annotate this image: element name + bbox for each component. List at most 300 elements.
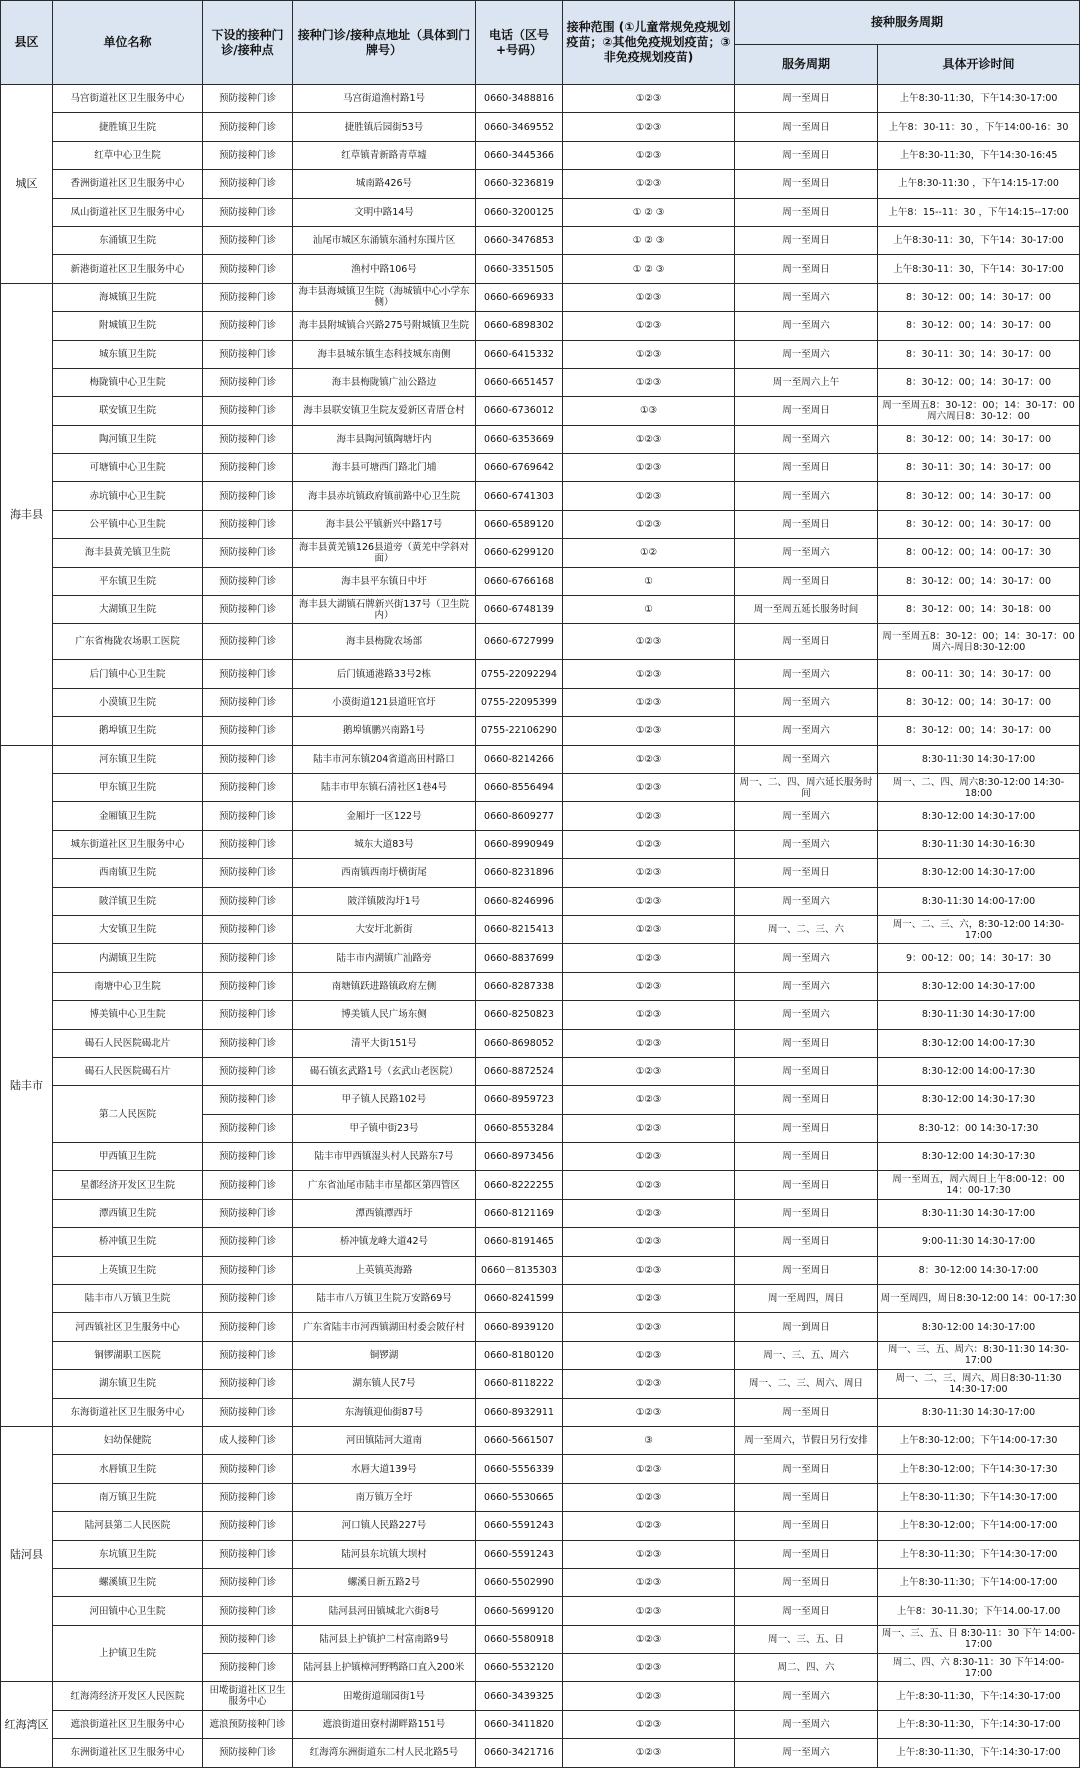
unit-name-cell: 上英镇卫生院	[53, 1256, 203, 1284]
table-row	[1, 539, 1080, 567]
address-cell: 陆丰市甲西镇湿头村人民路东7号	[293, 1143, 476, 1171]
unit-name-cell: 遮浪街道社区卫生服务中心	[53, 1710, 203, 1738]
table-row	[1, 972, 1080, 1000]
unit-name-cell: 海城镇卫生院	[53, 283, 203, 311]
clinic-cell: 预防接种门诊	[203, 510, 293, 538]
clinic-cell: 预防接种门诊	[203, 340, 293, 368]
phone-cell: 0660-8241599	[476, 1285, 563, 1313]
unit-name-cell: 红海湾经济开发区人民医院	[53, 1682, 203, 1710]
clinic-cell: 预防接种门诊	[203, 745, 293, 773]
hours-cell: 上午:8:30-11:30，下午:14:30-17:00	[878, 1710, 1080, 1738]
hours-cell: 8:30-12:00 14:30-17:00	[878, 972, 1080, 1000]
hours-cell: 上午8:30-12:00；下午14:00-17:00	[878, 1512, 1080, 1540]
scope-cell: ①②③	[563, 1114, 735, 1142]
phone-cell: 0755-22106290	[476, 717, 563, 745]
unit-name-cell: 螺溪镇卫生院	[53, 1568, 203, 1596]
unit-name-cell: 第二人民医院	[53, 1086, 203, 1143]
scope-cell: ①②③	[563, 1512, 735, 1540]
clinic-cell: 预防接种门诊	[203, 859, 293, 887]
phone-cell: 0660－8135303	[476, 1256, 563, 1284]
table-row	[1, 1370, 1080, 1398]
period-cell: 周一至周日	[735, 113, 878, 141]
phone-cell: 0660-8222255	[476, 1171, 563, 1199]
clinic-cell: 预防接种门诊	[203, 1029, 293, 1057]
scope-cell: ①②③	[563, 312, 735, 340]
address-cell: 广东省汕尾市陆丰市星都区第四管区	[293, 1171, 476, 1199]
phone-cell: 0660-3445366	[476, 141, 563, 169]
unit-name-cell: 平东镇卫生院	[53, 567, 203, 595]
clinic-cell: 预防接种门诊	[203, 255, 293, 283]
scope-cell: ①②	[563, 539, 735, 567]
period-cell: 周一至周六	[735, 745, 878, 773]
header-phone: 电话（区号+号码）	[476, 1, 563, 85]
phone-cell: 0660-5580918	[476, 1625, 563, 1653]
hours-cell: 周一、二、四、周六8:30-12:00 14:30-18:00	[878, 773, 1080, 801]
period-cell: 周一至周日	[735, 1086, 878, 1114]
period-cell: 周一至周日	[735, 1228, 878, 1256]
table-row	[1, 1256, 1080, 1284]
period-cell: 周一至周日	[735, 454, 878, 482]
clinic-cell: 预防接种门诊	[203, 425, 293, 453]
period-cell: 周一至周六	[735, 830, 878, 858]
scope-cell: ①②③	[563, 1199, 735, 1227]
table-row	[1, 567, 1080, 595]
table-header	[1, 1, 1080, 85]
hours-cell: 8：30-12：00；14：30-17：00	[878, 688, 1080, 716]
table-row	[1, 1682, 1080, 1710]
unit-name-cell: 金厢镇卫生院	[53, 802, 203, 830]
period-cell: 周一至周日	[735, 1398, 878, 1426]
period-cell: 周一至周日	[735, 859, 878, 887]
phone-cell: 0660-6651457	[476, 368, 563, 396]
unit-name-cell: 东坑镇卫生院	[53, 1540, 203, 1568]
phone-cell: 0660-6748139	[476, 596, 563, 624]
phone-cell: 0660-8837699	[476, 944, 563, 972]
hours-cell: 上午8：15--11：30 ，下午14:15--17:00	[878, 198, 1080, 226]
table-row	[1, 397, 1080, 425]
clinic-cell: 预防接种门诊	[203, 972, 293, 1000]
table-row	[1, 624, 1080, 660]
period-cell: 周一至周日	[735, 85, 878, 113]
address-cell: 鹅埠镇鹏兴南路1号	[293, 717, 476, 745]
address-cell: 甲子镇中街23号	[293, 1114, 476, 1142]
table-row	[1, 454, 1080, 482]
phone-cell: 0660-5591243	[476, 1512, 563, 1540]
table-row	[1, 1483, 1080, 1511]
period-cell: 周一至周日	[735, 1029, 878, 1057]
county-cell: 陆河县	[1, 1426, 53, 1682]
table-row	[1, 255, 1080, 283]
clinic-cell: 预防接种门诊	[203, 1228, 293, 1256]
unit-name-cell: 陆丰市八万镇卫生院	[53, 1285, 203, 1313]
period-cell: 周一、二、四、周六延长服务时间	[735, 773, 878, 801]
scope-cell: ①②③	[563, 1171, 735, 1199]
hours-cell: 8:30-12：00 14:30-17:30	[878, 1114, 1080, 1142]
phone-cell: 0660-3469552	[476, 113, 563, 141]
clinic-cell: 预防接种门诊	[203, 915, 293, 943]
table-row	[1, 660, 1080, 688]
table-row	[1, 1568, 1080, 1596]
clinic-cell: 预防接种门诊	[203, 1086, 293, 1114]
table-row	[1, 1739, 1080, 1767]
phone-cell: 0660-8214266	[476, 745, 563, 773]
address-cell: 陆丰市内湖镇广汕路旁	[293, 944, 476, 972]
period-cell: 周一至周六	[735, 1682, 878, 1710]
unit-name-cell: 上护镇卫生院	[53, 1625, 203, 1682]
unit-name-cell: 附城镇卫生院	[53, 312, 203, 340]
clinic-cell: 预防接种门诊	[203, 1171, 293, 1199]
table-row	[1, 1057, 1080, 1085]
table-row	[1, 85, 1080, 113]
clinic-cell: 预防接种门诊	[203, 1057, 293, 1085]
unit-name-cell: 星都经济开发区卫生院	[53, 1171, 203, 1199]
clinic-cell: 预防接种门诊	[203, 312, 293, 340]
clinic-cell: 预防接种门诊	[203, 1199, 293, 1227]
clinic-cell: 田墘街道社区卫生服务中心	[203, 1682, 293, 1710]
hours-cell: 上午8:30-11:30 ，下午14:15-17:00	[878, 170, 1080, 198]
phone-cell: 0660-8118222	[476, 1370, 563, 1398]
table-row	[1, 1540, 1080, 1568]
period-cell: 周一至周六	[735, 312, 878, 340]
table-row	[1, 1426, 1080, 1454]
scope-cell: ①②③	[563, 745, 735, 773]
phone-cell: 0660-6766168	[476, 567, 563, 595]
address-cell: 陆丰市河东镇204省道高田村路口	[293, 745, 476, 773]
table-row	[1, 226, 1080, 254]
phone-cell: 0660-8973456	[476, 1143, 563, 1171]
address-cell: 后门镇通港路33号2栋	[293, 660, 476, 688]
table-row	[1, 1199, 1080, 1227]
table-row	[1, 1455, 1080, 1483]
period-cell: 周一至周六	[735, 425, 878, 453]
phone-cell: 0660-6741303	[476, 482, 563, 510]
scope-cell: ①②③	[563, 1540, 735, 1568]
address-cell: 海丰县赤坑镇政府镇前路中心卫生院	[293, 482, 476, 510]
scope-cell: ①②③	[563, 1654, 735, 1682]
table-row	[1, 1398, 1080, 1426]
clinic-cell: 预防接种门诊	[203, 1114, 293, 1142]
unit-name-cell: 广东省梅陇农场职工医院	[53, 624, 203, 660]
table-row	[1, 141, 1080, 169]
phone-cell: 0755-22092294	[476, 660, 563, 688]
address-cell: 湖东镇人民7号	[293, 1370, 476, 1398]
clinic-cell: 预防接种门诊	[203, 1739, 293, 1767]
scope-cell: ①②③	[563, 1341, 735, 1369]
unit-name-cell: 河田镇中心卫生院	[53, 1597, 203, 1625]
unit-name-cell: 大安镇卫生院	[53, 915, 203, 943]
header-service-cycle: 接种服务周期	[735, 1, 1080, 45]
clinic-cell: 预防接种门诊	[203, 1625, 293, 1653]
clinic-cell: 预防接种门诊	[203, 1001, 293, 1029]
hours-cell: 9:00-11:30 14:30-17:00	[878, 1228, 1080, 1256]
hours-cell: 上午8:30-12:00；下午14:00-17:30	[878, 1426, 1080, 1454]
address-cell: 海丰县公平镇新兴中路17号	[293, 510, 476, 538]
table-row	[1, 368, 1080, 396]
table-row	[1, 1086, 1080, 1114]
unit-name-cell: 香洲街道社区卫生服务中心	[53, 170, 203, 198]
hours-cell: 上午8:30-11:30；下午14:30-17:00	[878, 1483, 1080, 1511]
unit-name-cell: 博美镇中心卫生院	[53, 1001, 203, 1029]
scope-cell: ①②③	[563, 1568, 735, 1596]
scope-cell: ①②③	[563, 1710, 735, 1738]
period-cell: 周一至周日	[735, 397, 878, 425]
period-cell: 周一至周日	[735, 1540, 878, 1568]
clinic-cell: 预防接种门诊	[203, 283, 293, 311]
table-row	[1, 283, 1080, 311]
address-cell: 遮浪街道田寮村湖畔路151号	[293, 1710, 476, 1738]
phone-cell: 0660-5661507	[476, 1426, 563, 1454]
hours-cell: 上午8:30-12:00；下午14:30-17:30	[878, 1455, 1080, 1483]
unit-name-cell: 陶河镇卫生院	[53, 425, 203, 453]
table-row	[1, 510, 1080, 538]
hours-cell: 周一、二、三、六，8:30-12:00 14:30-17:00	[878, 915, 1080, 943]
scope-cell: ①②③	[563, 1313, 735, 1341]
county-cell: 陆丰市	[1, 745, 53, 1426]
scope-cell: ①	[563, 567, 735, 595]
unit-name-cell: 南塘中心卫生院	[53, 972, 203, 1000]
table-row	[1, 198, 1080, 226]
address-cell: 清平大街151号	[293, 1029, 476, 1057]
table-row	[1, 1710, 1080, 1738]
unit-name-cell: 陆河县第二人民医院	[53, 1512, 203, 1540]
address-cell: 螺溪日新五路2号	[293, 1568, 476, 1596]
table-row	[1, 887, 1080, 915]
scope-cell: ①②③	[563, 1455, 735, 1483]
scope-cell: ①②③	[563, 915, 735, 943]
scope-cell: ①②③	[563, 1057, 735, 1085]
scope-cell: ①②③	[563, 1228, 735, 1256]
clinic-cell: 预防接种门诊	[203, 113, 293, 141]
unit-name-cell: 城东镇卫生院	[53, 340, 203, 368]
hours-cell: 8:30-11:30 14:30-16:30	[878, 830, 1080, 858]
table-row	[1, 1171, 1080, 1199]
phone-cell: 0660-8553284	[476, 1114, 563, 1142]
address-cell: 水唇大道139号	[293, 1455, 476, 1483]
unit-name-cell: 铜锣湖职工医院	[53, 1341, 203, 1369]
address-cell: 文明中路14号	[293, 198, 476, 226]
address-cell: 河田镇陆河大道南	[293, 1426, 476, 1454]
unit-name-cell: 东洲街道社区卫生服务中心	[53, 1739, 203, 1767]
phone-cell: 0660-5699120	[476, 1597, 563, 1625]
period-cell: 周一至周六	[735, 340, 878, 368]
table-row	[1, 482, 1080, 510]
address-cell: 红草镇青新路青草墟	[293, 141, 476, 169]
address-cell: 南塘镇跃进路镇政府左侧	[293, 972, 476, 1000]
clinic-cell: 预防接种门诊	[203, 717, 293, 745]
unit-name-cell: 小漠镇卫生院	[53, 688, 203, 716]
scope-cell: ①②③	[563, 1086, 735, 1114]
clinic-cell: 预防接种门诊	[203, 397, 293, 425]
scope-cell: ①②③	[563, 773, 735, 801]
address-cell: 陆河县东坑镇大坝村	[293, 1540, 476, 1568]
phone-cell: 0660-5532120	[476, 1654, 563, 1682]
table-row	[1, 1341, 1080, 1369]
address-cell: 铜锣湖	[293, 1341, 476, 1369]
hours-cell: 周一至周四，周日8:30-12:00 14：00-17:30	[878, 1285, 1080, 1313]
table-row	[1, 1143, 1080, 1171]
clinic-cell: 预防接种门诊	[203, 1597, 293, 1625]
clinic-cell: 预防接种门诊	[203, 1540, 293, 1568]
table-row	[1, 773, 1080, 801]
period-cell: 周一至周六	[735, 283, 878, 311]
address-cell: 金厢圩一区122号	[293, 802, 476, 830]
address-cell: 海丰县黄羌镇126县道旁（黄羌中学斜对面）	[293, 539, 476, 567]
phone-cell: 0660-8246996	[476, 887, 563, 915]
period-cell: 周一至周六	[735, 944, 878, 972]
table-row	[1, 802, 1080, 830]
scope-cell: ①②③	[563, 887, 735, 915]
table-row	[1, 915, 1080, 943]
phone-cell: 0660-8698052	[476, 1029, 563, 1057]
hours-cell: 8：30-12：00；14：30-17：00	[878, 283, 1080, 311]
address-cell: 潭西镇潭西圩	[293, 1199, 476, 1227]
address-cell: 海丰县可塘西门路北门埔	[293, 454, 476, 482]
scope-cell: ①②③	[563, 113, 735, 141]
unit-name-cell: 赤坑镇中心卫生院	[53, 482, 203, 510]
address-cell: 陆河县河田镇城北六街8号	[293, 1597, 476, 1625]
period-cell: 周一至周日	[735, 510, 878, 538]
hours-cell: 上午8:30-11:30；下午14:30-17:00	[878, 1540, 1080, 1568]
address-cell: 南万镇万全圩	[293, 1483, 476, 1511]
clinic-cell: 预防接种门诊	[203, 1483, 293, 1511]
scope-cell: ①②③	[563, 85, 735, 113]
hours-cell: 上午8:30-11:30，下午14:30-17:00	[878, 85, 1080, 113]
period-cell: 周一至周日	[735, 1483, 878, 1511]
unit-name-cell: 捷胜镇卫生院	[53, 113, 203, 141]
header-address: 接种门诊/接种点地址（具体到门牌号）	[293, 1, 476, 85]
period-cell: 周一至周日	[735, 1512, 878, 1540]
hours-cell: 8：30-12：00；14：30-17：00	[878, 717, 1080, 745]
scope-cell: ①②③	[563, 859, 735, 887]
period-cell: 周一至周日	[735, 255, 878, 283]
period-cell: 周一至周日	[735, 198, 878, 226]
clinic-cell: 预防接种门诊	[203, 454, 293, 482]
scope-cell: ①②③	[563, 688, 735, 716]
hours-cell: 8:30-12:00 14:30-17:00	[878, 802, 1080, 830]
scope-cell: ①②③	[563, 802, 735, 830]
scope-cell: ①②③	[563, 1285, 735, 1313]
unit-name-cell: 后门镇中心卫生院	[53, 660, 203, 688]
hours-cell: 8:30-11:30 14:00-17:00	[878, 887, 1080, 915]
period-cell: 周一至周六	[735, 972, 878, 1000]
hours-cell: 周一、三、五、周六：8:30-11:30 14:30-17:00	[878, 1341, 1080, 1369]
phone-cell: 0660-8932911	[476, 1398, 563, 1426]
unit-name-cell: 桥冲镇卫生院	[53, 1228, 203, 1256]
unit-name-cell: 联安镇卫生院	[53, 397, 203, 425]
phone-cell: 0660-8250823	[476, 1001, 563, 1029]
phone-cell: 0660-3439325	[476, 1682, 563, 1710]
address-cell: 河口镇人民路227号	[293, 1512, 476, 1540]
scope-cell: ①②③	[563, 1483, 735, 1511]
unit-name-cell: 内湖镇卫生院	[53, 944, 203, 972]
unit-name-cell: 东海街道社区卫生服务中心	[53, 1398, 203, 1426]
address-cell: 陆河县上护镇樟河野鸭路口直入200米	[293, 1654, 476, 1682]
address-cell: 海丰县联安镇卫生院友爱新区青厝仓村	[293, 397, 476, 425]
table-row	[1, 312, 1080, 340]
period-cell: 周一至周日	[735, 1455, 878, 1483]
address-cell: 东海镇迎仙街87号	[293, 1398, 476, 1426]
scope-cell: ①②③	[563, 283, 735, 311]
table-row	[1, 596, 1080, 624]
scope-cell: ①②③	[563, 1682, 735, 1710]
clinic-cell: 预防接种门诊	[203, 1370, 293, 1398]
clinic-cell: 预防接种门诊	[203, 198, 293, 226]
hours-cell: 8:30-11:30 14:30-17:00	[878, 1199, 1080, 1227]
period-cell: 周一至周六，节假日另行安排	[735, 1426, 878, 1454]
table-body	[1, 85, 1080, 1768]
unit-name-cell: 东涌镇卫生院	[53, 226, 203, 254]
period-cell: 周一至周日	[735, 1568, 878, 1596]
clinic-cell: 预防接种门诊	[203, 688, 293, 716]
unit-name-cell: 西南镇卫生院	[53, 859, 203, 887]
table-row	[1, 1228, 1080, 1256]
address-cell: 捷胜镇后园街53号	[293, 113, 476, 141]
clinic-cell: 预防接种门诊	[203, 539, 293, 567]
hours-cell: 8:30-12:00 14:30-17:30	[878, 1086, 1080, 1114]
period-cell: 周一至周日	[735, 1597, 878, 1625]
period-cell: 周一、三、五、周六	[735, 1341, 878, 1369]
scope-cell: ①②③	[563, 972, 735, 1000]
period-cell: 周一至周日	[735, 1114, 878, 1142]
unit-name-cell: 新港街道社区卫生服务中心	[53, 255, 203, 283]
unit-name-cell: 碣石人民医院碣北片	[53, 1029, 203, 1057]
phone-cell: 0660-3200125	[476, 198, 563, 226]
hours-cell: 上午:8:30-11:30，下午:14:30-17:00	[878, 1682, 1080, 1710]
hours-cell: 8:30-11:30 14:30-17:00	[878, 745, 1080, 773]
phone-cell: 0660-8215413	[476, 915, 563, 943]
scope-cell: ①②③	[563, 340, 735, 368]
phone-cell: 0660-8990949	[476, 830, 563, 858]
period-cell: 周一至周日	[735, 1256, 878, 1284]
period-cell: 周一至周六	[735, 688, 878, 716]
address-cell: 海丰县海城镇卫生院（海城镇中心小学东侧）	[293, 283, 476, 311]
period-cell: 周一至周四，周日	[735, 1285, 878, 1313]
hours-cell: 8:30-12:00 14:00-17:30	[878, 1029, 1080, 1057]
address-cell: 城南路426号	[293, 170, 476, 198]
scope-cell: ①	[563, 596, 735, 624]
address-cell: 海丰县附城镇合兴路275号附城镇卫生院	[293, 312, 476, 340]
phone-cell: 0660-8121169	[476, 1199, 563, 1227]
table-row	[1, 170, 1080, 198]
scope-cell: ①②③	[563, 717, 735, 745]
clinic-cell: 预防接种门诊	[203, 596, 293, 624]
clinic-cell: 预防接种门诊	[203, 660, 293, 688]
address-cell: 陆河县上护镇护二村富南路9号	[293, 1625, 476, 1653]
clinic-cell: 预防接种门诊	[203, 887, 293, 915]
unit-name-cell: 河西镇社区卫生服务中心	[53, 1313, 203, 1341]
unit-name-cell: 河东镇卫生院	[53, 745, 203, 773]
scope-cell: ①②③	[563, 170, 735, 198]
table-row	[1, 717, 1080, 745]
period-cell: 周一至周日	[735, 1199, 878, 1227]
address-cell: 马宫街道渔村路1号	[293, 85, 476, 113]
phone-cell: 0660-3476853	[476, 226, 563, 254]
clinic-cell: 预防接种门诊	[203, 1654, 293, 1682]
scope-cell: ①②③	[563, 1256, 735, 1284]
hours-cell: 周一至周五8：30-12：00；14：30-17：00 周六周日8：30-12：00	[878, 397, 1080, 425]
hours-cell: 上午8：30-11.30；下午14.00-17.00	[878, 1597, 1080, 1625]
address-cell: 陆丰市八万镇卫生院万安路69号	[293, 1285, 476, 1313]
scope-cell: ①②③	[563, 660, 735, 688]
address-cell: 大安圩北新街	[293, 915, 476, 943]
address-cell: 海丰县梅陇镇广汕公路边	[293, 368, 476, 396]
phone-cell: 0660-6589120	[476, 510, 563, 538]
header-county: 县区	[1, 1, 53, 85]
hours-cell: 8：30-12：00；14：30-17：00	[878, 425, 1080, 453]
hours-cell: 8:30-11:30 14:30-17:00	[878, 1001, 1080, 1029]
phone-cell: 0660-8180120	[476, 1341, 563, 1369]
unit-name-cell: 公平镇中心卫生院	[53, 510, 203, 538]
